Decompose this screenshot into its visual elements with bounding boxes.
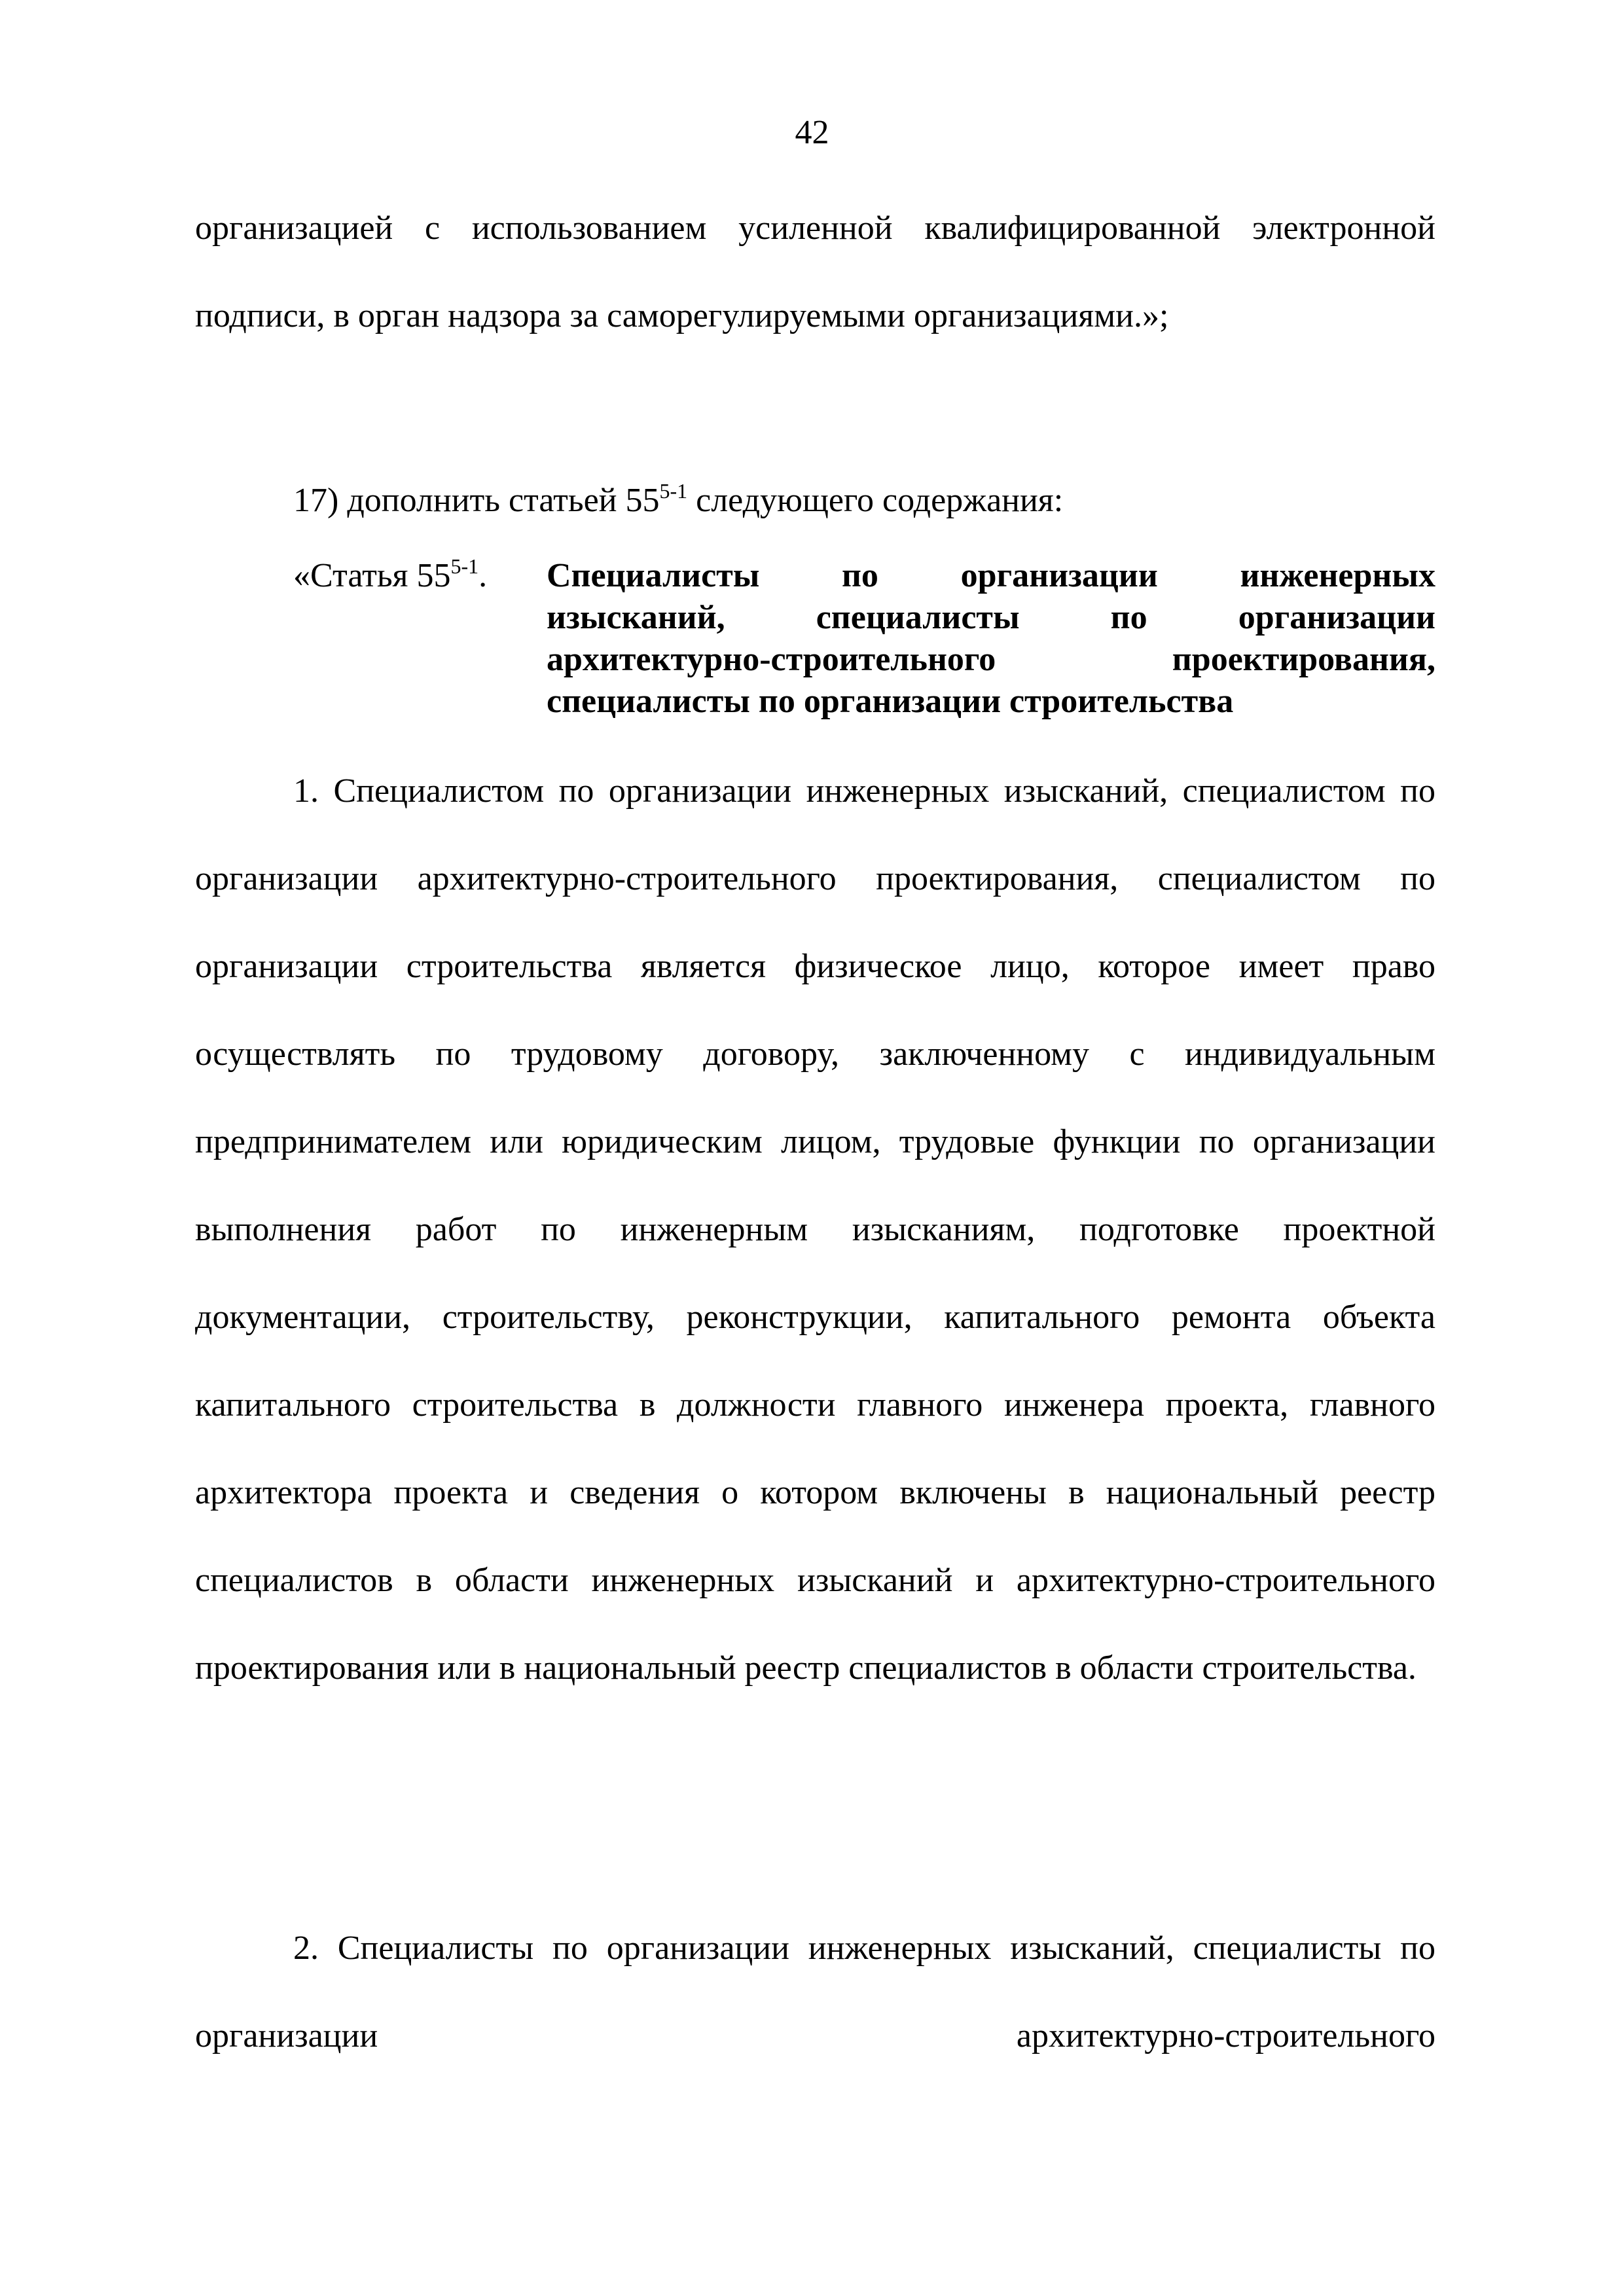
article-label: [293, 555, 487, 597]
item-17-suffix: следующего содержания:: [687, 482, 1064, 519]
item-17-superscript: 5-1: [659, 479, 688, 503]
paragraph-2: 2. Специалисты по организации инженерных изысканий, специалисты по организации архитектурно-строительного: [195, 1929, 1435, 2054]
intro-paragraph: организацией с использованием усиленной квалифицированной электронной подписи, в орган надзора за саморегулируемыми организациями.»;: [195, 209, 1435, 334]
page-number: 42: [795, 114, 829, 151]
article-label-suffix: .: [478, 557, 488, 594]
article-title: [547, 555, 1435, 723]
article-label-prefix: «Статья 55: [293, 557, 451, 594]
article-title-line: специалисты по организации строительства: [547, 683, 1234, 720]
amendment-item-17: [195, 457, 1435, 545]
paragraph-1: 1. Специалистом по организации инженерных изысканий, специалистом по организации архитектурно-строительного проектирования, специалистом по организации строительства является физическое лицо, которое имеет право осуществлять по трудовому договору, заключенному с индивидуальным предпринимателем или юридическим лицом, трудовые функции по организации выполнения работ по инженерным изысканиям, подготовке проектной документации, строительству, реконструкции, капитального ремонта объекта капитального строительства в должности главного инженера проекта, главного архитектора проекта и сведения о котором включены в национальный реестр специалистов в области инженерных изысканий и архитектурно-строительного проектирования или в национальный реестр специалистов в области строительства.: [195, 772, 1435, 1687]
article-title-line: Специалисты по организации инженерных: [547, 557, 1435, 594]
article-title-line: архитектурно-строительного проектирования,: [547, 641, 1435, 678]
article-title-line: изысканий, специалисты по организации: [547, 599, 1435, 636]
article-label-superscript: 5-1: [450, 554, 479, 578]
item-17-prefix: 17) дополнить статьей 55: [293, 482, 660, 519]
